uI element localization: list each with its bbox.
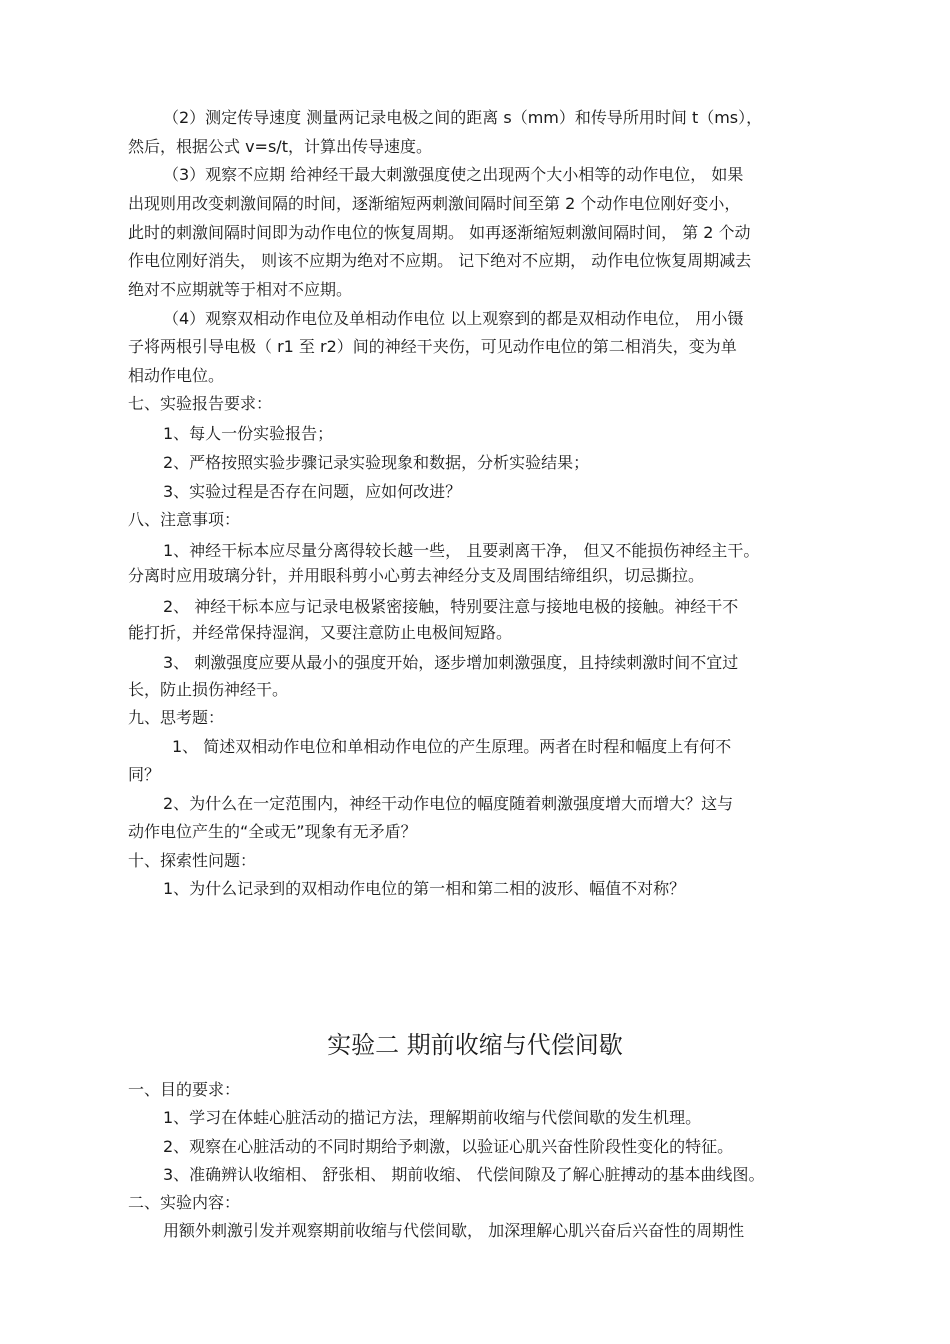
paragraph-line: 然后，根据公式 v=s/t，计算出传导速度。 (128, 137, 432, 156)
paragraph-line: （4）观察双相动作电位及单相动作电位 以上观察到的都是双相动作电位， 用小镊 (163, 309, 744, 328)
list-item: 3、 刺激强度应要从最小的强度开始，逐步增加刺激强度，且持续刺激时间不宜过 (163, 653, 739, 672)
list-item: 2、 神经干标本应与记录电极紧密接触，特别要注意与接地电极的接触。神经干不 (163, 597, 739, 616)
list-item: 1、为什么记录到的双相动作电位的第一相和第二相的波形、幅值不对称？ (163, 879, 686, 898)
paragraph-line: 此时的刺激间隔时间即为动作电位的恢复周期。 如再逐渐缩短刺激间隔时间， 第 2 个动 (128, 223, 751, 242)
paragraph-line: 同？ (128, 765, 161, 784)
list-item: 1、 简述双相动作电位和单相动作电位的产生原理。两者在时程和幅度上有何不 (172, 737, 732, 756)
paragraph-line: 分离时应用玻璃分针，并用眼科剪小心剪去神经分支及周围结缔组织，切忌撕拉。 (128, 566, 705, 585)
list-item: 1、每人一份实验报告； (163, 424, 334, 443)
paragraph-line: 用额外刺激引发并观察期前收缩与代偿间歇， 加深理解心肌兴奋后兴奋性的周期性 (163, 1221, 745, 1240)
paragraph-line: 能打折，并经常保持湿润，又要注意防止电极间短路。 (128, 623, 513, 642)
experiment-title: 实验二 期前收缩与代偿间歇 (327, 1031, 623, 1059)
paragraph-line: 相动作电位。 (128, 366, 225, 385)
list-item: 2、为什么在一定范围内，神经干动作电位的幅度随着刺激强度增大而增大？这与 (163, 794, 734, 813)
paragraph-line: （2）测定传导速度 测量两记录电极之间的距离 s（mm）和传导所用时间 t（ms）， (163, 108, 763, 127)
section-heading: 十、探索性问题： (128, 851, 257, 870)
list-item: 3、实验过程是否存在问题，应如何改进？ (163, 482, 462, 501)
list-item: 1、学习在体蛙心脏活动的描记方法，理解期前收缩与代偿间歇的发生机理。 (163, 1108, 702, 1127)
paragraph-line: 出现则用改变刺激间隔的时间，逐渐缩短两刺激间隔时间至第 2 个动作电位刚好变小， (128, 194, 741, 213)
list-item: 1、神经干标本应尽量分离得较长越一些， 且要剥离干净， 但又不能损伤神经主干。 (163, 541, 760, 560)
section-heading: 七、实验报告要求： (128, 394, 273, 413)
section-heading: 一、目的要求： (128, 1080, 241, 1099)
section-heading: 九、思考题： (128, 708, 225, 727)
paragraph-line: 子将两根引导电极（ r1 至 r2）间的神经干夹伤，可见动作电位的第二相消失，变为单 (128, 337, 737, 356)
list-item: 2、严格按照实验步骤记录实验现象和数据，分析实验结果； (163, 453, 590, 472)
section-heading: 二、实验内容： (128, 1193, 241, 1212)
paragraph-line: 作电位刚好消失， 则该不应期为绝对不应期。 记下绝对不应期， 动作电位恢复周期减去 (128, 251, 752, 270)
paragraph-line: （3）观察不应期 给神经干最大刺激强度使之出现两个大小相等的动作电位， 如果 (163, 165, 744, 184)
paragraph-line: 绝对不应期就等于相对不应期。 (128, 280, 353, 299)
list-item: 3、准确辨认收缩相、 舒张相、 期前收缩、 代偿间隙及了解心脏搏动的基本曲线图。 (163, 1165, 765, 1184)
list-item: 2、观察在心脏活动的不同时期给予刺激，以验证心肌兴奋性阶段性变化的特征。 (163, 1137, 734, 1156)
paragraph-line: 动作电位产生的“全或无”现象有无矛盾？ (128, 822, 417, 841)
paragraph-line: 长，防止损伤神经干。 (128, 680, 289, 699)
section-heading: 八、注意事项： (128, 510, 241, 529)
